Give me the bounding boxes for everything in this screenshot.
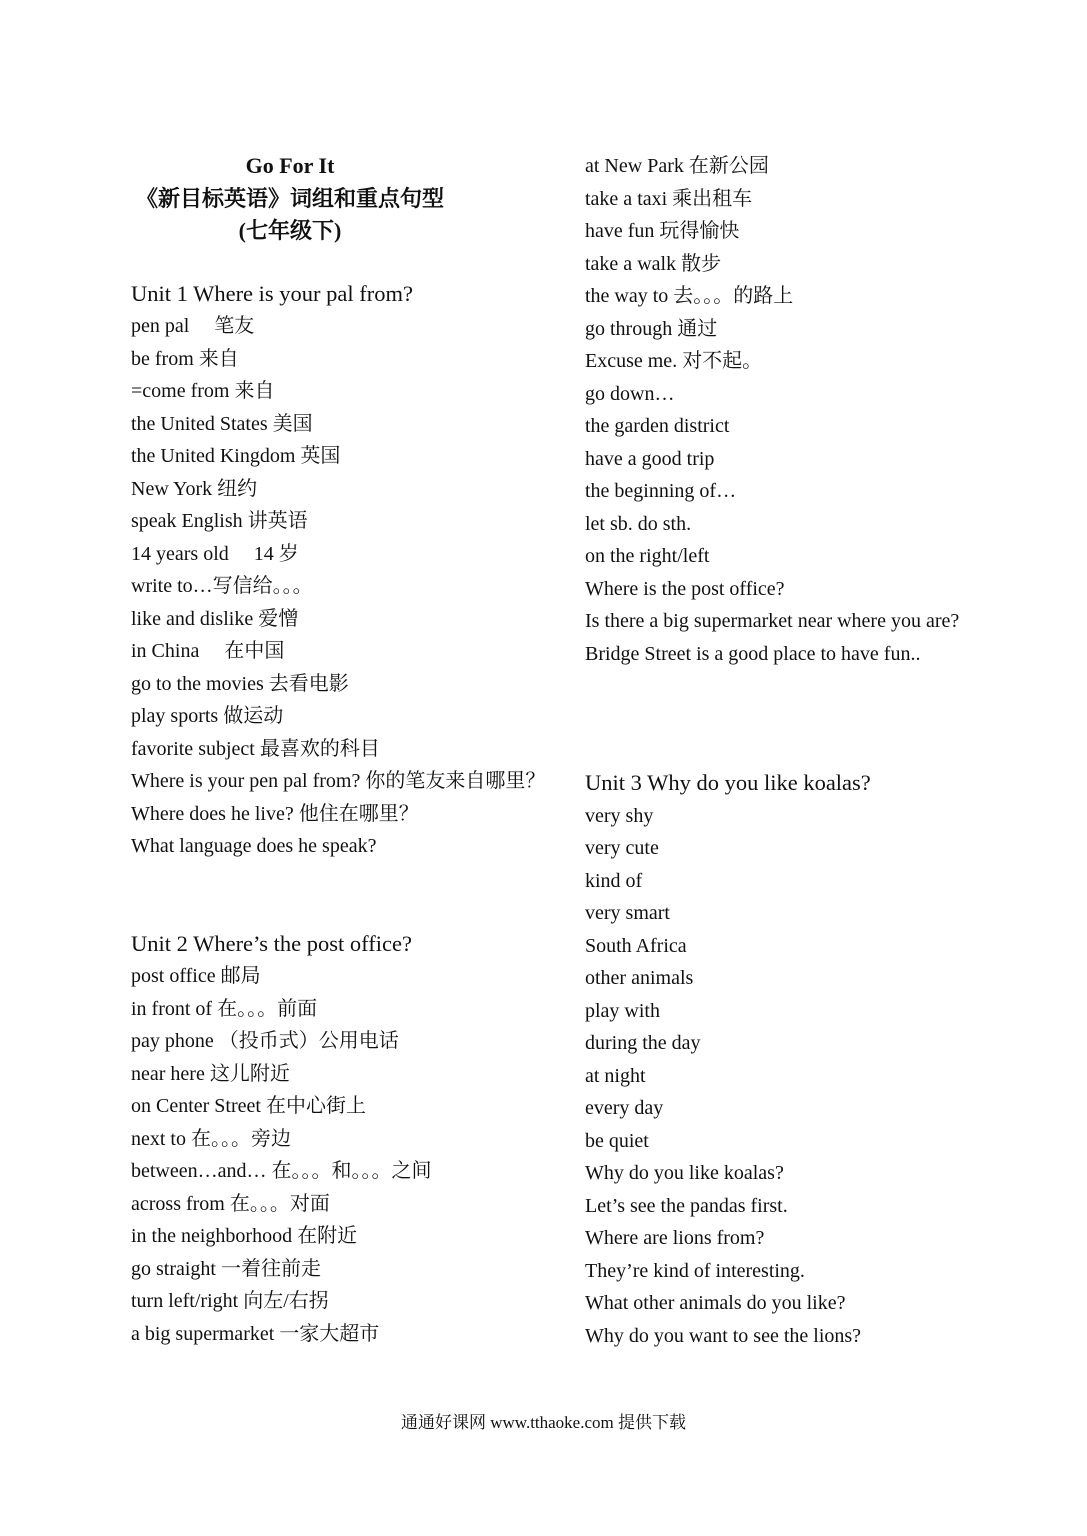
unit1-heading: Unit 1 Where is your pal from? bbox=[131, 280, 414, 306]
unit2-item: a big supermarket 一家大超市 bbox=[131, 1322, 380, 1345]
unit2-item: go through 通过 bbox=[585, 317, 718, 340]
document-title bbox=[131, 150, 449, 248]
unit2-item: near here 这儿附近 bbox=[131, 1062, 290, 1085]
unit2-item: on Center Street 在中心街上 bbox=[131, 1095, 366, 1117]
unit3-item: other animals bbox=[585, 967, 694, 989]
unit1-item: in China 在中国 bbox=[131, 640, 285, 662]
unit2-item: pay phone （投币式）公用电话 bbox=[131, 1030, 399, 1052]
unit3-heading: Unit 3 Why do you like koalas? bbox=[585, 770, 871, 795]
page-footer: 通通好课网 www.tthaoke.com 提供下载 bbox=[400, 1413, 687, 1432]
unit2-item: next to 在。。。旁边 bbox=[131, 1127, 291, 1150]
unit2-item: go down… bbox=[585, 382, 675, 405]
unit2-item: have a good trip bbox=[585, 447, 715, 470]
unit3-item: Let’s see the pandas first. bbox=[585, 1194, 788, 1217]
unit2-item: the way to 去。。。的路上 bbox=[585, 285, 794, 307]
unit3-item: They’re kind of interesting. bbox=[585, 1259, 805, 1282]
title-line-3: (七年级下) bbox=[238, 218, 342, 243]
left-column bbox=[131, 150, 546, 1350]
title-line-2: 《新目标英语》词组和重点句型 bbox=[135, 185, 444, 211]
unit2-sentence: Bridge Street is a good place to have fun.. bbox=[585, 642, 921, 665]
unit2-heading: Unit 2 Where’s the post office? bbox=[131, 930, 412, 956]
unit3-item: What other animals do you like? bbox=[585, 1292, 846, 1314]
unit3-item: very shy bbox=[585, 804, 654, 827]
unit2-item: Where is the post office? bbox=[585, 577, 785, 600]
unit2-item: let sb. do sth. bbox=[585, 512, 692, 535]
unit1-sentence: What language does he speak? bbox=[131, 835, 377, 857]
unit1-item: New York 纽约 bbox=[131, 477, 258, 500]
unit1-sentence: Where is your pen pal from? 你的笔友来自哪里？ bbox=[131, 770, 546, 792]
unit1-item: the United States 美国 bbox=[131, 412, 313, 435]
unit3-item: very cute bbox=[585, 837, 659, 859]
unit2-item: across from 在。。。对面 bbox=[131, 1192, 330, 1215]
right-column bbox=[585, 150, 995, 1352]
unit3-item: Why do you want to see the lions? bbox=[585, 1324, 862, 1347]
unit2-item: between…and… 在。。。和。。。之间 bbox=[131, 1160, 432, 1182]
unit1-item: =come from 来自 bbox=[131, 380, 275, 402]
unit2-item: in front of 在。。。前面 bbox=[131, 997, 318, 1020]
unit1-item: like and dislike 爱憎 bbox=[131, 607, 299, 630]
unit3-item: at night bbox=[585, 1064, 646, 1087]
unit3-item: during the day bbox=[585, 1032, 701, 1054]
unit2-item: take a walk 散步 bbox=[585, 252, 722, 275]
unit3-item: play with bbox=[585, 999, 660, 1022]
unit1-sentence: Where does he live? 他住在哪里？ bbox=[131, 802, 419, 825]
unit2-sentence: Is there a big supermarket near where you are? bbox=[585, 610, 960, 632]
unit3-item: every day bbox=[585, 1097, 664, 1119]
unit1-item: favorite subject 最喜欢的科目 bbox=[131, 737, 380, 760]
title-line-1: Go For It bbox=[245, 153, 335, 178]
unit1-item: write to…写信给。。。 bbox=[131, 575, 313, 597]
unit2-item: the beginning of… bbox=[585, 480, 737, 502]
unit2-item: in the neighborhood 在附近 bbox=[131, 1225, 358, 1247]
unit1-item: go to the movies 去看电影 bbox=[131, 672, 349, 695]
unit1-item: play sports 做运动 bbox=[131, 705, 284, 727]
unit2-item: take a taxi 乘出租车 bbox=[585, 187, 753, 210]
unit2-item: go straight 一着往前走 bbox=[131, 1257, 321, 1280]
unit3-item: be quiet bbox=[585, 1129, 649, 1152]
unit2-item: turn left/right 向左/右拐 bbox=[131, 1290, 329, 1312]
unit2-item: at New Park 在新公园 bbox=[585, 155, 769, 177]
unit3-item: Where are lions from? bbox=[585, 1227, 765, 1249]
unit2-item: Excuse me. 对不起。 bbox=[585, 350, 763, 372]
unit2-item: have fun 玩得愉快 bbox=[585, 220, 740, 242]
unit2-item: the garden district bbox=[585, 415, 730, 437]
unit3-item: South Africa bbox=[585, 934, 687, 957]
unit1-item: pen pal 笔友 bbox=[131, 315, 255, 337]
unit2-item: post office 邮局 bbox=[131, 965, 261, 987]
unit3-item: very smart bbox=[585, 902, 670, 924]
unit3-item: kind of bbox=[585, 869, 643, 892]
unit1-item: the United Kingdom 英国 bbox=[131, 445, 341, 467]
unit1-item: be from 来自 bbox=[131, 347, 239, 370]
unit1-item: 14 years old 14 岁 bbox=[131, 542, 299, 565]
unit1-item: speak English 讲英语 bbox=[131, 510, 308, 532]
unit2-item: on the right/left bbox=[585, 545, 710, 567]
unit3-item: Why do you like koalas? bbox=[585, 1162, 784, 1184]
